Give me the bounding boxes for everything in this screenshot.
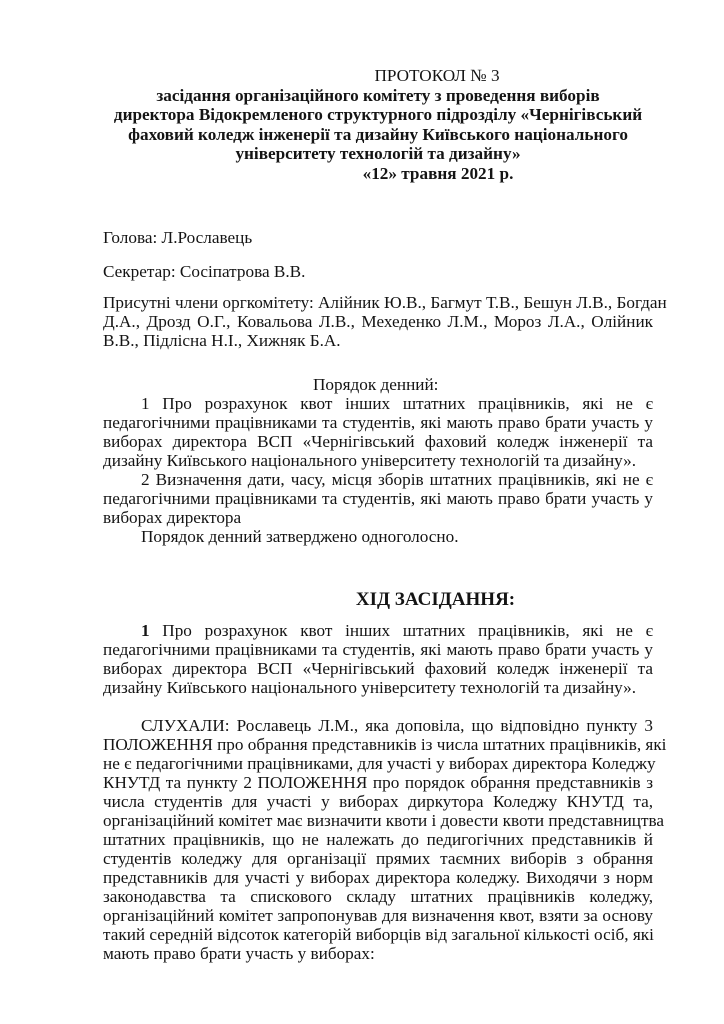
chair-line: Голова: Л.Рославець xyxy=(103,228,253,247)
present-members-line: Присутні члени оргкомітету: Алійник Ю.В., Багмут Т.В., Бешун Л.В., Богдан xyxy=(103,293,667,312)
heard-line: студентів коледжу для організації прямих таємних виборів з обрання xyxy=(103,849,653,868)
protocol-subtitle-line: університету технологій та дизайну» xyxy=(235,144,521,163)
present-members-section xyxy=(103,293,667,350)
agenda-approved: Порядок денний затверджено одноголосно. xyxy=(141,527,459,546)
proceedings-item-1-line: виборах директора ВСП «Чернігівський фаховий коледж інженерії та xyxy=(103,659,653,678)
proceedings-item-1-line xyxy=(103,621,653,640)
present-members-line: В.В., Підлісна Н.І., Хижняк Б.А. xyxy=(103,331,341,350)
protocol-title: ПРОТОКОЛ № 3 xyxy=(374,66,500,85)
secretary-section xyxy=(103,262,653,281)
heard-section xyxy=(103,716,667,963)
heard-line: мають право брати участь у виборах: xyxy=(103,944,375,963)
agenda-item-2-line: 2 Визначення дати, часу, місця зборів штатних працівників, які не є xyxy=(141,470,653,489)
heard-line: не є педагогічними працівниками, для участі у виборах директора Коледжу xyxy=(103,754,656,773)
protocol-subtitle-line: директора Відокремленого структурного підрозділу «Чернігівський xyxy=(113,105,643,124)
agenda-item-2-line: виборах директора xyxy=(103,508,242,527)
proceedings-item-1-line: дизайну Київського національного університету технологій та дизайну». xyxy=(103,678,637,697)
agenda-item-1-line: виборах директора ВСП «Чернігівський фаховий коледж інженерії та xyxy=(103,432,653,451)
protocol-header xyxy=(103,66,653,183)
agenda-item-1-line: педагогічними працівниками та студентів, які мають право брати участь у xyxy=(103,413,653,432)
heard-line: представників для участі у виборах директора коледжу. Виходячи з норм xyxy=(103,868,653,887)
agenda-heading: Порядок денний: xyxy=(313,375,439,394)
agenda-item-1-line: дизайну Київського національного університету технологій та дизайну». xyxy=(103,451,637,470)
chair-section xyxy=(103,228,653,247)
heard-line: ПОЛОЖЕННЯ про обрання представників із числа штатних працівників, які xyxy=(103,735,667,754)
protocol-date: «12» травня 2021 р. xyxy=(362,163,514,183)
protocol-subtitle-line: засідання організаційного комітету з проведення виборів xyxy=(156,85,600,105)
proceedings-heading: ХІД ЗАСІДАННЯ: xyxy=(355,589,516,610)
item-text: Про розрахунок квот інших штатних працівників, які не є xyxy=(149,621,653,640)
present-members-line: Д.А., Дрозд О.Г., Ковальова Л.В., Мехеденко Л.М., Мороз Л.А., Олійник xyxy=(103,312,653,331)
proceedings-heading-section xyxy=(103,590,653,609)
agenda-item-2-line: педагогічними працівниками та студентів, які мають право брати участь у xyxy=(103,489,653,508)
agenda-item-1-line: 1 Про розрахунок квот інших штатних працівників, які не є xyxy=(141,394,653,413)
proceedings-item-1-line: педагогічними працівниками та студентів, які мають право брати участь у xyxy=(103,640,653,659)
heard-line: числа студентів для участі у виборах диркутора Коледжу КНУТД та, xyxy=(103,792,653,811)
heard-line: такий середній відсоток категорій виборців від загальної кількості осіб, які xyxy=(103,925,654,944)
proceedings-item-1 xyxy=(103,621,653,697)
heard-line: СЛУХАЛИ: Рославець Л.М., яка доповіла, що відповідно пункту 3 xyxy=(141,716,653,735)
heard-line: законодавства та спискового складу штатних працівників коледжу, xyxy=(103,887,653,906)
heard-line: організаційний комітет запропонував для визначення квот, взяти за основу xyxy=(103,906,653,925)
protocol-subtitle-line: фаховий коледж інженерії та дизайну Київського національного xyxy=(128,124,628,144)
heard-line: штатних працівників, що не належать до педигогічних представників й xyxy=(103,830,653,849)
secretary-line: Секретар: Сосіпатрова В.В. xyxy=(103,262,306,281)
heard-line: КНУТД та пункту 2 ПОЛОЖЕННЯ про порядок обрання представників з xyxy=(103,773,653,792)
heard-line: організаційний комітет має визначити квоти і довести квоти представництва xyxy=(103,811,665,830)
item-number: 1 xyxy=(141,621,150,640)
agenda-section xyxy=(103,375,653,546)
